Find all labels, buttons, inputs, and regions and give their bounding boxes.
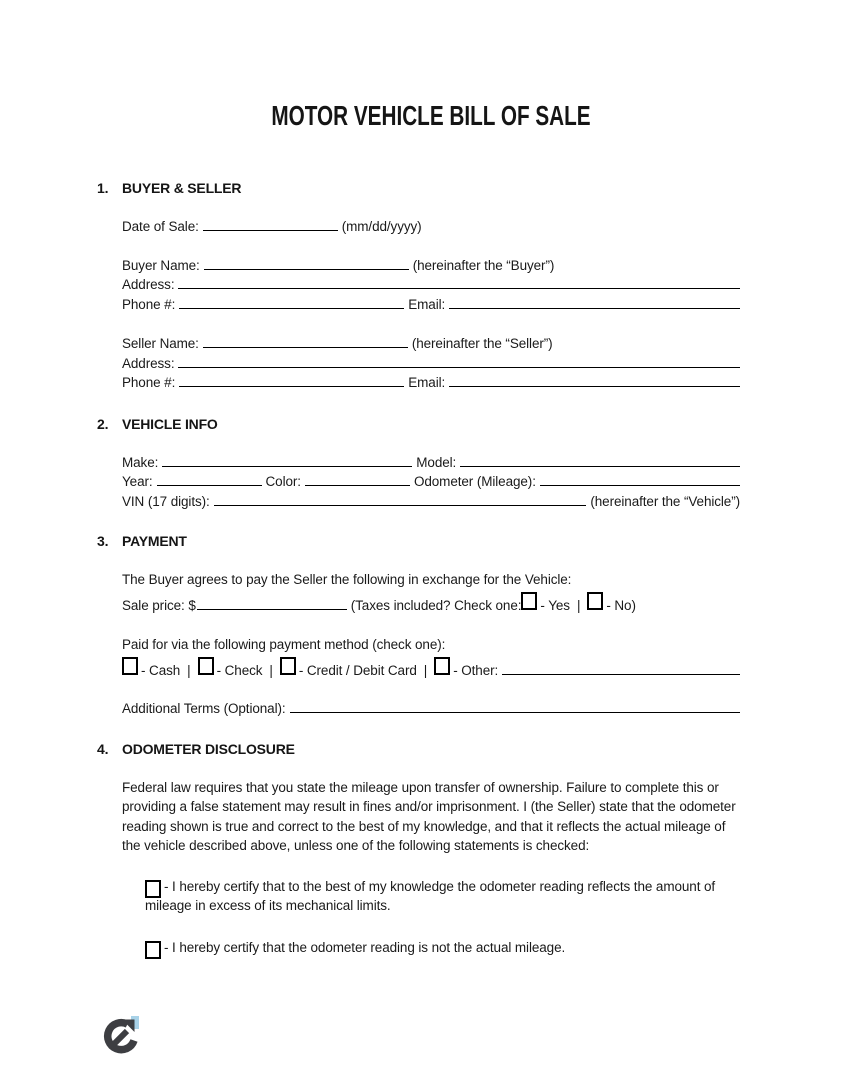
vin-label: VIN (17 digits): [122,493,210,509]
year-color-odometer-row [122,472,740,492]
payment-method-block [122,635,740,680]
section-number: 2. [97,415,109,432]
vehicle-block [122,453,740,512]
method-credit-checkbox[interactable] [280,657,296,675]
eforms-logo [101,1014,141,1058]
method-other-label: - Other: [453,662,499,678]
seller-block [122,334,740,393]
taxes-no-checkbox[interactable] [587,592,603,610]
sale-price-input[interactable] [197,596,347,610]
buyer-hereinafter-text: (hereinafter the “Buyer”) [412,257,555,273]
odometer-excess-text: - I hereby certify that to the best of my knowledge the odometer reading reflects the amount of mileage in excess of its mechanical limits. [145,878,716,913]
buyer-email-input[interactable] [449,295,740,309]
buyer-block [122,256,740,315]
payment-intro-text: The Buyer agrees to pay the Seller the following in exchange for the Vehicle: [122,572,572,587]
odometer-not-actual-text: - I hereby certify that the odometer reading is not the actual mileage. [164,939,566,955]
seller-name-input[interactable] [203,334,408,348]
buyer-address-label: Address: [122,277,175,292]
seller-phone-label: Phone #: [122,375,176,390]
method-intro-row [122,635,740,655]
seller-phone-email-row [122,373,740,393]
date-of-sale-row [122,217,740,237]
method-other-input[interactable] [502,661,740,675]
section-heading-label: VEHICLE INFO [122,415,218,432]
taxes-yes-checkbox[interactable] [521,592,537,610]
buyer-email-label: Email: [408,296,446,312]
date-of-sale-input[interactable] [203,217,338,231]
seller-address-input[interactable] [178,354,740,368]
color-input[interactable] [305,472,410,486]
method-options-row [122,657,740,681]
section-number: 3. [97,533,109,549]
method-cash-label: - Cash [141,662,181,678]
taxes-included-text: (Taxes included? Check one: [350,597,522,613]
model-input[interactable] [460,453,740,467]
pipe-separator: | [576,597,581,613]
pipe-separator: | [423,662,428,678]
make-label: Make: [122,454,159,470]
section-heading-vehicle-info [97,414,740,434]
buyer-name-row [122,256,740,276]
additional-terms-label: Additional Terms (Optional): [122,701,286,716]
seller-address-label: Address: [122,355,175,371]
seller-address-row [122,354,740,374]
section-heading-label: ODOMETER DISCLOSURE [122,740,295,757]
method-check-checkbox[interactable] [198,657,214,675]
make-model-row [122,453,740,473]
page-title: MOTOR VEHICLE BILL OF SALE [271,100,591,131]
section-heading-odometer-disclosure [97,739,740,759]
section-heading-buyer-seller [97,178,740,198]
odometer-label: Odometer (Mileage): [413,474,536,489]
buyer-phone-email-row [122,295,740,315]
payment-block [122,570,740,615]
seller-email-label: Email: [408,375,446,390]
odometer-input[interactable] [540,472,740,486]
taxes-no-label: - No) [606,597,636,613]
seller-name-label: Seller Name: [122,336,199,351]
method-credit-label: - Credit / Debit Card [298,662,417,678]
buyer-name-input[interactable] [204,256,409,270]
odometer-statement-excess [145,877,740,916]
pipe-separator: | [269,662,273,678]
section-heading-label: PAYMENT [122,533,187,549]
odometer-disclosure-paragraph: Federal law requires that you state the mileage upon transfer of ownership. Failure to complete this or providing a false statement may result in fines and/or imprisonment. I (the Seller) state that the odometer reading shown is true and correct to the best of my knowledge, and that it reflects the actual mileage of the vehicle described above, unless one of the following statements is checked: [122,779,736,853]
seller-name-row [122,334,740,354]
buyer-address-row [122,275,740,295]
date-of-sale-label: Date of Sale: [122,219,199,234]
seller-email-input[interactable] [449,373,740,387]
payment-intro-row [122,570,740,590]
vehicle-hereinafter-text: (hereinafter the “Vehicle”) [590,493,740,509]
odometer-excess-checkbox[interactable] [145,880,161,898]
additional-terms-input[interactable] [290,699,740,713]
year-input[interactable] [157,472,262,486]
sale-price-row [122,592,740,616]
make-input[interactable] [162,453,412,467]
color-label: Color: [265,474,301,489]
vin-row [122,492,740,512]
taxes-yes-label: - Yes [540,597,570,613]
date-format-hint: (mm/dd/yyyy) [341,219,422,234]
section-number: 4. [97,740,109,757]
method-other-checkbox[interactable] [434,657,450,675]
additional-terms-row [122,699,740,719]
year-label: Year: [122,474,153,489]
logo-arrow-shaft [114,1031,127,1044]
model-label: Model: [416,454,457,470]
method-cash-checkbox[interactable] [122,657,138,675]
section-heading-label: BUYER & SELLER [122,180,242,196]
method-check-label: - Check [216,662,263,678]
odometer-statement-not-actual [145,938,740,958]
buyer-phone-input[interactable] [179,295,404,309]
method-intro-text: Paid for via the following payment method (check one): [122,637,446,652]
sale-price-label: Sale price: $ [122,597,196,613]
seller-phone-input[interactable] [179,373,404,387]
section-number: 1. [97,180,109,196]
section-heading-payment [97,531,740,551]
buyer-address-input[interactable] [178,275,740,289]
pipe-separator: | [187,662,191,678]
buyer-name-label: Buyer Name: [122,257,200,273]
odometer-not-actual-checkbox[interactable] [145,941,161,959]
seller-hereinafter-text: (hereinafter the “Seller”) [411,336,553,351]
buyer-phone-label: Phone #: [122,296,176,312]
vin-input[interactable] [214,492,587,506]
